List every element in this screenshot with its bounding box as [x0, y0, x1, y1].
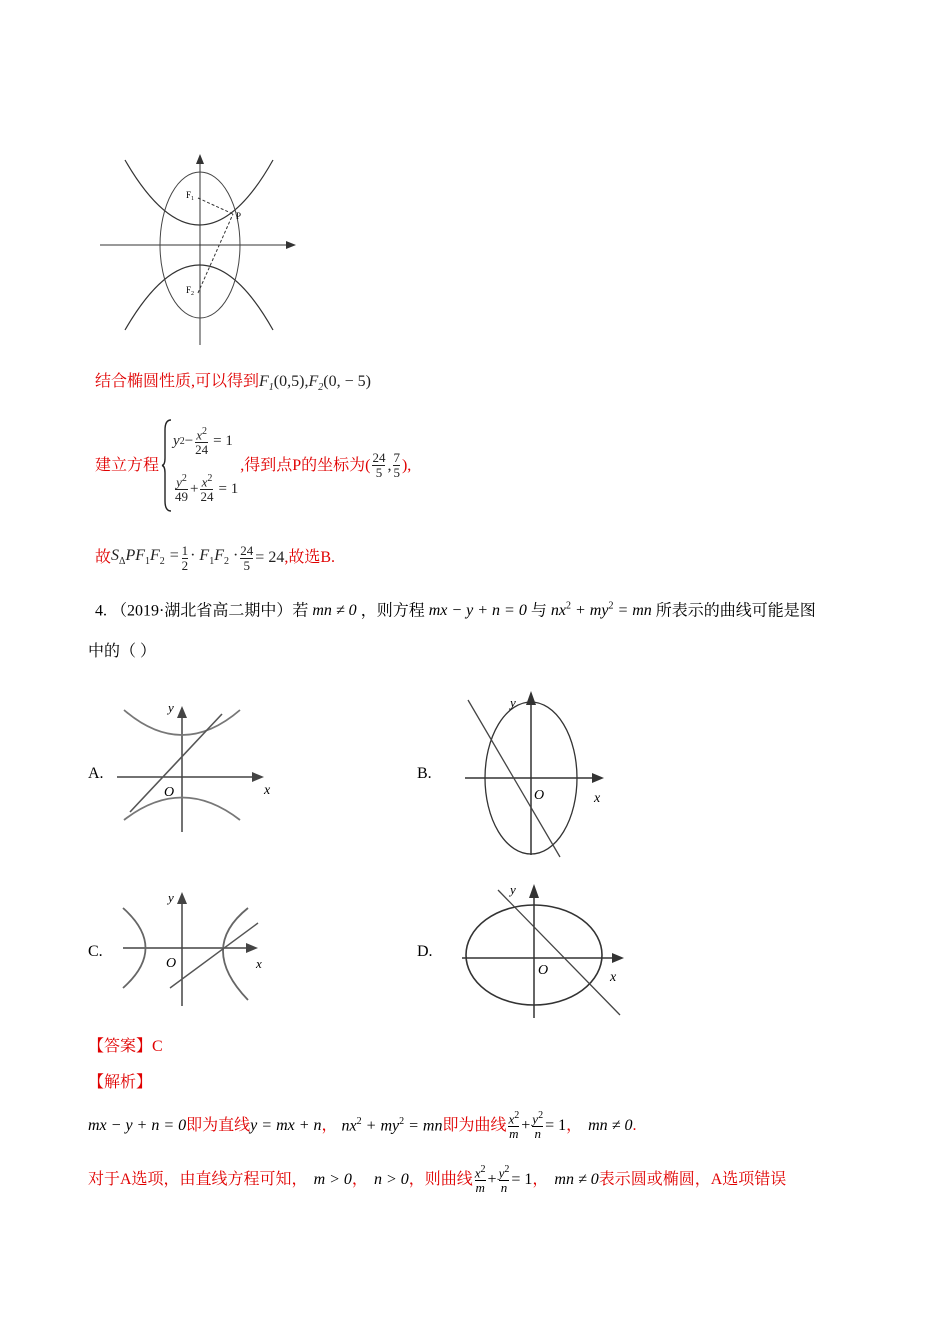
- area-line: 故 $S_\Delta PF_1F_2$ = $\frac{1}{2}$ · $F_1F_2$ · $\frac{24}{5}$ = 24 ,故选B.: [95, 542, 336, 573]
- option-d-label: D.: [417, 943, 433, 960]
- svg-text:y: y: [168, 890, 174, 905]
- option-d-figure: [460, 880, 635, 1020]
- svg-text:y: y: [510, 882, 516, 897]
- segment-f2-p: [198, 214, 233, 293]
- figure-hyperbola-ellipse: [95, 150, 305, 350]
- svg-text:x: x: [264, 783, 271, 798]
- option-b-figure: [460, 685, 620, 860]
- hyperbola-upper-branch: [125, 160, 273, 225]
- label-f1: $F_1$: [186, 190, 195, 202]
- system-suffix: ,得到点P的坐标为( $\frac{24}{5}$ , $\frac{7}{5}$ ),: [240, 450, 412, 480]
- answer-line: [88, 1039, 163, 1055]
- svg-text:O: O: [166, 956, 177, 971]
- svg-text:O: O: [538, 963, 549, 978]
- equation-system-line: [95, 418, 411, 513]
- question-number: 4.: [95, 602, 107, 620]
- label-p: P: [236, 211, 242, 221]
- svg-text:x: x: [256, 956, 262, 971]
- svg-text:y: y: [510, 695, 516, 710]
- foci-text: 结合椭圆性质,可以得到: [95, 373, 260, 390]
- svg-text:x: x: [610, 970, 617, 985]
- left-brace: [161, 418, 173, 513]
- equation-ellipse: $\frac{y^2}{49}$ + $\frac{x^2}{24}$ = 1: [175, 473, 239, 505]
- svg-text:O: O: [164, 785, 175, 800]
- foci-line: 结合椭圆性质,可以得到$F_1(0,5),F_2(0$, − 5): [95, 373, 371, 394]
- option-a-label: A.: [88, 765, 104, 782]
- label-f2: $F_2$: [186, 285, 195, 297]
- question-4-line1: 4. （2019·湖北省高二期中）若 mn ≠ 0 ，则方程 mx − y + n = 0 与 $nx^2 + my^2$ = mn 所表示的曲线可能是图: [95, 601, 816, 620]
- question-4-line2: 中的（ ）: [88, 643, 157, 660]
- option-c-label: C.: [88, 943, 103, 960]
- analysis-line2: 对于A选项，由直线方程可知， m > 0 ， n > 0 ，则曲线 $\frac{x^2}{m}$ + $\frac{y^2}{n}$ = 1 ， mn ≠ 0 表示圆或椭圆，A选项错误: [88, 1164, 787, 1196]
- hyperbola-lower-branch: [125, 265, 273, 330]
- analysis-line1: mx − y + n = 0 即为直线 y = mx + n ， $nx^2 + my^2$ = mn 即为曲线 $\frac{x^2}{m}$ + $\frac{y^2}{n}$ = 1 ， mn ≠ 0 .: [88, 1110, 637, 1142]
- option-c-figure: [118, 888, 278, 1013]
- option-a-figure: [112, 700, 282, 835]
- analysis-label: 【解析】: [88, 1074, 153, 1091]
- svg-text:y: y: [168, 700, 174, 715]
- equation-hyperbola: y 2 − $\frac{x^2}{24}$ = 1: [173, 425, 233, 457]
- option-b-label: B.: [417, 765, 432, 782]
- svg-text:x: x: [594, 791, 601, 806]
- segment-f1-p: [198, 198, 233, 214]
- svg-text:O: O: [534, 788, 545, 803]
- answer-value: C: [152, 1038, 163, 1055]
- system-prefix: 建立方程: [95, 456, 160, 474]
- answer-label: 【答案】: [88, 1038, 153, 1055]
